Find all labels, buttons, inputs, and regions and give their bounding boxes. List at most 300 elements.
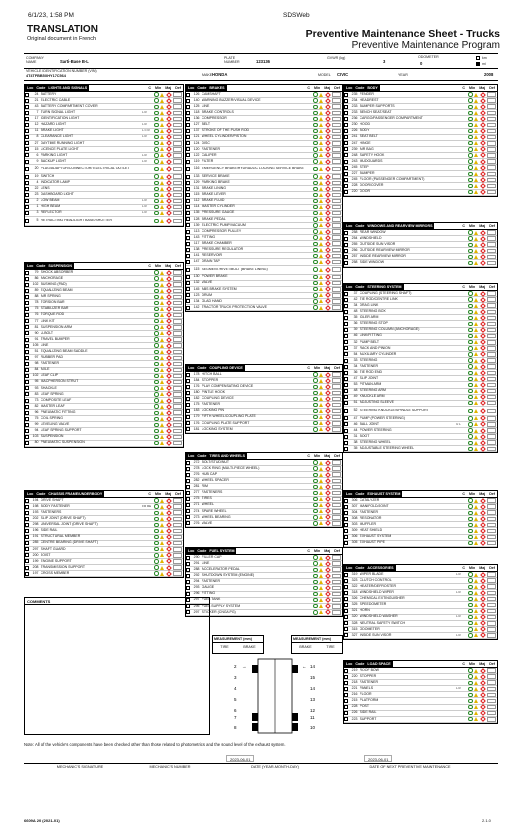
minor-defect-triangle-icon[interactable] bbox=[160, 417, 164, 421]
loc-checkbox[interactable] bbox=[344, 190, 348, 194]
defect-field[interactable] bbox=[487, 572, 496, 577]
compliant-circle-icon[interactable] bbox=[468, 504, 472, 508]
compliant-circle-icon[interactable] bbox=[154, 325, 158, 329]
next-date-field[interactable]: 2023-06-01 bbox=[364, 755, 392, 762]
compliant-circle-icon[interactable] bbox=[154, 181, 158, 185]
loc-checkbox[interactable] bbox=[186, 181, 190, 185]
minor-defect-triangle-icon[interactable] bbox=[474, 184, 478, 188]
defect-field[interactable] bbox=[487, 674, 496, 679]
minor-defect-triangle-icon[interactable] bbox=[319, 556, 323, 560]
defect-field[interactable] bbox=[173, 529, 182, 534]
major-defect-diamond-icon[interactable] bbox=[480, 364, 486, 370]
defect-field[interactable] bbox=[487, 633, 496, 638]
minor-defect-triangle-icon[interactable] bbox=[319, 99, 323, 103]
minor-defect-triangle-icon[interactable] bbox=[474, 255, 478, 259]
compliant-circle-icon[interactable] bbox=[154, 386, 158, 390]
minor-defect-triangle-icon[interactable] bbox=[474, 409, 478, 413]
minor-defect-triangle-icon[interactable] bbox=[160, 429, 164, 433]
defect-field[interactable] bbox=[173, 301, 182, 306]
defect-field[interactable] bbox=[173, 541, 182, 546]
odometer-value[interactable]: 0 bbox=[420, 61, 423, 66]
defect-field[interactable] bbox=[487, 717, 496, 722]
defect-field[interactable] bbox=[173, 167, 182, 172]
compliant-circle-icon[interactable] bbox=[313, 275, 317, 279]
minor-defect-triangle-icon[interactable] bbox=[319, 503, 323, 507]
compliant-circle-icon[interactable] bbox=[468, 674, 472, 678]
compliant-circle-icon[interactable] bbox=[468, 165, 472, 169]
minor-defect-triangle-icon[interactable] bbox=[160, 167, 164, 171]
defect-field[interactable] bbox=[487, 190, 496, 195]
minor-defect-triangle-icon[interactable] bbox=[160, 566, 164, 570]
loc-checkbox[interactable] bbox=[344, 184, 348, 188]
compliant-circle-icon[interactable] bbox=[468, 123, 472, 127]
minor-defect-triangle-icon[interactable] bbox=[319, 491, 323, 495]
loc-checkbox[interactable] bbox=[344, 681, 348, 685]
loc-checkbox[interactable] bbox=[344, 261, 348, 265]
minor-defect-triangle-icon[interactable] bbox=[474, 633, 478, 637]
defect-field[interactable] bbox=[332, 485, 341, 490]
defect-field[interactable] bbox=[173, 410, 182, 415]
loc-checkbox[interactable] bbox=[186, 230, 190, 234]
defect-field[interactable] bbox=[173, 92, 182, 97]
defect-field[interactable] bbox=[173, 535, 182, 540]
loc-checkbox[interactable] bbox=[25, 301, 29, 305]
minor-defect-triangle-icon[interactable] bbox=[319, 397, 323, 401]
compliant-circle-icon[interactable] bbox=[154, 135, 158, 139]
compliant-circle-icon[interactable] bbox=[313, 473, 317, 477]
loc-checkbox[interactable] bbox=[344, 160, 348, 164]
compliant-circle-icon[interactable] bbox=[313, 604, 317, 608]
compliant-circle-icon[interactable] bbox=[313, 415, 317, 419]
loc-checkbox[interactable] bbox=[344, 669, 348, 673]
minor-defect-triangle-icon[interactable] bbox=[319, 211, 323, 215]
minor-defect-triangle-icon[interactable] bbox=[474, 316, 478, 320]
compliant-circle-icon[interactable] bbox=[313, 153, 317, 157]
defect-field[interactable] bbox=[332, 299, 341, 304]
defect-field[interactable] bbox=[173, 129, 182, 134]
minor-defect-triangle-icon[interactable] bbox=[160, 535, 164, 539]
major-defect-diamond-icon[interactable] bbox=[166, 98, 172, 104]
compliant-circle-icon[interactable] bbox=[154, 111, 158, 115]
major-defect-diamond-icon[interactable] bbox=[166, 166, 172, 172]
gvwr-value[interactable]: 3 bbox=[383, 59, 386, 64]
loc-checkbox[interactable] bbox=[25, 529, 29, 533]
defect-field[interactable] bbox=[332, 287, 341, 292]
loc-checkbox[interactable] bbox=[186, 503, 190, 507]
loc-checkbox[interactable] bbox=[25, 153, 29, 157]
compliant-circle-icon[interactable] bbox=[154, 174, 158, 178]
compliant-circle-icon[interactable] bbox=[313, 466, 317, 470]
compliant-circle-icon[interactable] bbox=[468, 230, 472, 234]
minor-defect-triangle-icon[interactable] bbox=[160, 572, 164, 576]
defect-field[interactable] bbox=[332, 491, 341, 496]
minor-defect-triangle-icon[interactable] bbox=[160, 277, 164, 281]
compliant-circle-icon[interactable] bbox=[313, 460, 317, 464]
loc-checkbox[interactable] bbox=[186, 217, 190, 221]
defect-field[interactable] bbox=[332, 574, 341, 579]
loc-checkbox[interactable] bbox=[186, 167, 190, 171]
compliant-circle-icon[interactable] bbox=[468, 681, 472, 685]
loc-checkbox[interactable] bbox=[344, 111, 348, 115]
loc-checkbox[interactable] bbox=[25, 517, 29, 521]
loc-checkbox[interactable] bbox=[25, 211, 29, 215]
defect-field[interactable] bbox=[332, 472, 341, 477]
loc-checkbox[interactable] bbox=[25, 193, 29, 197]
defect-field[interactable] bbox=[173, 295, 182, 300]
defect-field[interactable] bbox=[173, 368, 182, 373]
defect-field[interactable] bbox=[332, 515, 341, 520]
minor-defect-triangle-icon[interactable] bbox=[319, 598, 323, 602]
minor-defect-triangle-icon[interactable] bbox=[319, 223, 323, 227]
minor-defect-triangle-icon[interactable] bbox=[474, 111, 478, 115]
compliant-circle-icon[interactable] bbox=[313, 199, 317, 203]
compliant-circle-icon[interactable] bbox=[468, 693, 472, 697]
compliant-circle-icon[interactable] bbox=[468, 135, 472, 139]
loc-checkbox[interactable] bbox=[344, 304, 348, 308]
major-defect-diamond-icon[interactable] bbox=[480, 668, 486, 674]
defect-field[interactable] bbox=[487, 297, 496, 302]
defect-field[interactable] bbox=[173, 276, 182, 281]
major-defect-diamond-icon[interactable] bbox=[166, 153, 172, 159]
minor-defect-triangle-icon[interactable] bbox=[160, 211, 164, 215]
compliant-circle-icon[interactable] bbox=[468, 401, 472, 405]
compliant-circle-icon[interactable] bbox=[468, 603, 472, 607]
loc-checkbox[interactable] bbox=[344, 371, 348, 375]
minor-defect-triangle-icon[interactable] bbox=[319, 175, 323, 179]
minor-defect-triangle-icon[interactable] bbox=[160, 205, 164, 209]
compliant-circle-icon[interactable] bbox=[468, 687, 472, 691]
loc-checkbox[interactable] bbox=[25, 307, 29, 311]
defect-field[interactable] bbox=[173, 362, 182, 367]
loc-checkbox[interactable] bbox=[186, 275, 190, 279]
compliant-circle-icon[interactable] bbox=[313, 205, 317, 209]
major-defect-diamond-icon[interactable] bbox=[480, 674, 486, 680]
minor-defect-triangle-icon[interactable] bbox=[319, 230, 323, 234]
minor-defect-triangle-icon[interactable] bbox=[474, 603, 478, 607]
minor-defect-triangle-icon[interactable] bbox=[319, 485, 323, 489]
minor-defect-triangle-icon[interactable] bbox=[474, 541, 478, 545]
major-defect-diamond-icon[interactable] bbox=[480, 352, 486, 358]
minor-defect-triangle-icon[interactable] bbox=[474, 166, 478, 170]
minor-defect-triangle-icon[interactable] bbox=[474, 511, 478, 515]
defect-field[interactable] bbox=[332, 460, 341, 465]
minor-defect-triangle-icon[interactable] bbox=[474, 123, 478, 127]
loc-checkbox[interactable] bbox=[186, 521, 190, 525]
minor-defect-triangle-icon[interactable] bbox=[319, 260, 323, 264]
minor-defect-triangle-icon[interactable] bbox=[474, 172, 478, 176]
compliant-circle-icon[interactable] bbox=[468, 105, 472, 109]
defect-field[interactable] bbox=[487, 377, 496, 382]
minor-defect-triangle-icon[interactable] bbox=[319, 275, 323, 279]
compliant-circle-icon[interactable] bbox=[468, 111, 472, 115]
loc-checkbox[interactable] bbox=[186, 299, 190, 303]
compliant-circle-icon[interactable] bbox=[154, 199, 158, 203]
compliant-circle-icon[interactable] bbox=[313, 299, 317, 303]
loc-checkbox[interactable] bbox=[344, 166, 348, 170]
defect-field[interactable] bbox=[332, 241, 341, 246]
loc-checkbox[interactable] bbox=[25, 271, 29, 275]
compliant-circle-icon[interactable] bbox=[313, 586, 317, 590]
compliant-circle-icon[interactable] bbox=[313, 159, 317, 163]
loc-checkbox[interactable] bbox=[25, 362, 29, 366]
loc-checkbox[interactable] bbox=[25, 331, 29, 335]
defect-field[interactable] bbox=[487, 98, 496, 103]
major-defect-diamond-icon[interactable] bbox=[480, 578, 486, 584]
loc-checkbox[interactable] bbox=[344, 511, 348, 515]
compliant-circle-icon[interactable] bbox=[313, 391, 317, 395]
loc-checkbox[interactable] bbox=[344, 609, 348, 613]
compliant-circle-icon[interactable] bbox=[154, 129, 158, 133]
compliant-circle-icon[interactable] bbox=[313, 479, 317, 483]
defect-field[interactable] bbox=[332, 305, 341, 310]
defect-field[interactable] bbox=[487, 135, 496, 140]
loc-checkbox[interactable] bbox=[25, 368, 29, 372]
loc-checkbox[interactable] bbox=[25, 167, 29, 171]
loc-checkbox[interactable] bbox=[186, 105, 190, 109]
compliant-circle-icon[interactable] bbox=[313, 555, 317, 559]
defect-field[interactable] bbox=[487, 328, 496, 333]
defect-field[interactable] bbox=[487, 705, 496, 710]
loc-checkbox[interactable] bbox=[344, 123, 348, 127]
defect-field[interactable] bbox=[332, 275, 341, 280]
minor-defect-triangle-icon[interactable] bbox=[319, 293, 323, 297]
major-defect-diamond-icon[interactable] bbox=[480, 504, 486, 510]
major-defect-diamond-icon[interactable] bbox=[325, 259, 331, 265]
loc-checkbox[interactable] bbox=[344, 328, 348, 332]
minor-defect-triangle-icon[interactable] bbox=[474, 243, 478, 247]
compliant-circle-icon[interactable] bbox=[154, 270, 158, 274]
loc-checkbox[interactable] bbox=[344, 383, 348, 387]
compliant-circle-icon[interactable] bbox=[313, 421, 317, 425]
loc-checkbox[interactable] bbox=[25, 181, 29, 185]
defect-field[interactable] bbox=[487, 316, 496, 321]
compliant-circle-icon[interactable] bbox=[468, 498, 472, 502]
loc-checkbox[interactable] bbox=[25, 219, 29, 223]
compliant-circle-icon[interactable] bbox=[468, 441, 472, 445]
defect-field[interactable] bbox=[332, 141, 341, 146]
defect-field[interactable] bbox=[487, 147, 496, 152]
minor-defect-triangle-icon[interactable] bbox=[474, 711, 478, 715]
major-defect-diamond-icon[interactable] bbox=[480, 572, 486, 578]
compliant-circle-icon[interactable] bbox=[154, 153, 158, 157]
compliant-circle-icon[interactable] bbox=[154, 193, 158, 197]
minor-defect-triangle-icon[interactable] bbox=[474, 597, 478, 601]
defect-field[interactable] bbox=[487, 358, 496, 363]
minor-defect-triangle-icon[interactable] bbox=[474, 499, 478, 503]
minor-defect-triangle-icon[interactable] bbox=[160, 386, 164, 390]
defect-field[interactable] bbox=[332, 391, 341, 396]
compliant-circle-icon[interactable] bbox=[468, 236, 472, 240]
defect-field[interactable] bbox=[487, 523, 496, 528]
major-defect-diamond-icon[interactable] bbox=[480, 98, 486, 104]
defect-field[interactable] bbox=[173, 435, 182, 440]
compliant-circle-icon[interactable] bbox=[313, 485, 317, 489]
loc-checkbox[interactable] bbox=[344, 352, 348, 356]
compliant-circle-icon[interactable] bbox=[313, 174, 317, 178]
compliant-circle-icon[interactable] bbox=[468, 346, 472, 350]
defect-field[interactable] bbox=[332, 117, 341, 122]
minor-defect-triangle-icon[interactable] bbox=[160, 523, 164, 527]
minor-defect-triangle-icon[interactable] bbox=[474, 395, 478, 399]
loc-checkbox[interactable] bbox=[25, 295, 29, 299]
compliant-circle-icon[interactable] bbox=[313, 509, 317, 513]
major-defect-diamond-icon[interactable] bbox=[325, 372, 331, 378]
loc-checkbox[interactable] bbox=[344, 693, 348, 697]
loc-checkbox[interactable] bbox=[186, 385, 190, 389]
compliant-circle-icon[interactable] bbox=[468, 291, 472, 295]
loc-checkbox[interactable] bbox=[344, 699, 348, 703]
defect-field[interactable] bbox=[173, 386, 182, 391]
loc-checkbox[interactable] bbox=[25, 147, 29, 151]
defect-field[interactable] bbox=[487, 504, 496, 509]
compliant-circle-icon[interactable] bbox=[313, 281, 317, 285]
loc-checkbox[interactable] bbox=[25, 541, 29, 545]
defect-field[interactable] bbox=[487, 322, 496, 327]
compliant-circle-icon[interactable] bbox=[154, 417, 158, 421]
minor-defect-triangle-icon[interactable] bbox=[474, 178, 478, 182]
major-defect-diamond-icon[interactable] bbox=[166, 571, 172, 577]
loc-checkbox[interactable] bbox=[25, 417, 29, 421]
loc-checkbox[interactable] bbox=[344, 687, 348, 691]
major-defect-diamond-icon[interactable] bbox=[325, 521, 331, 527]
loc-checkbox[interactable] bbox=[25, 344, 29, 348]
minor-defect-triangle-icon[interactable] bbox=[474, 441, 478, 445]
minor-defect-triangle-icon[interactable] bbox=[160, 392, 164, 396]
compliant-circle-icon[interactable] bbox=[313, 141, 317, 145]
loc-checkbox[interactable] bbox=[344, 153, 348, 157]
defect-field[interactable] bbox=[487, 230, 496, 235]
minor-defect-triangle-icon[interactable] bbox=[160, 93, 164, 97]
loc-checkbox[interactable] bbox=[25, 511, 29, 515]
loc-checkbox[interactable] bbox=[25, 350, 29, 354]
loc-checkbox[interactable] bbox=[344, 310, 348, 314]
minor-defect-triangle-icon[interactable] bbox=[474, 129, 478, 133]
compliant-circle-icon[interactable] bbox=[468, 511, 472, 515]
loc-checkbox[interactable] bbox=[344, 499, 348, 503]
defect-field[interactable] bbox=[173, 270, 182, 275]
minor-defect-triangle-icon[interactable] bbox=[160, 117, 164, 121]
defect-field[interactable] bbox=[487, 310, 496, 315]
loc-checkbox[interactable] bbox=[344, 141, 348, 145]
major-defect-diamond-icon[interactable] bbox=[325, 466, 331, 472]
loc-checkbox[interactable] bbox=[186, 287, 190, 291]
compliant-circle-icon[interactable] bbox=[313, 427, 317, 431]
loc-checkbox[interactable] bbox=[186, 427, 190, 431]
loc-checkbox[interactable] bbox=[344, 523, 348, 527]
defect-field[interactable] bbox=[487, 401, 496, 406]
compliant-circle-icon[interactable] bbox=[468, 255, 472, 259]
minor-defect-triangle-icon[interactable] bbox=[160, 289, 164, 293]
loc-checkbox[interactable] bbox=[25, 411, 29, 415]
compliant-circle-icon[interactable] bbox=[313, 123, 317, 127]
loc-checkbox[interactable] bbox=[25, 105, 29, 109]
minor-defect-triangle-icon[interactable] bbox=[474, 591, 478, 595]
loc-checkbox[interactable] bbox=[344, 675, 348, 679]
compliant-circle-icon[interactable] bbox=[468, 633, 472, 637]
minor-defect-triangle-icon[interactable] bbox=[319, 153, 323, 157]
compliant-circle-icon[interactable] bbox=[154, 380, 158, 384]
major-defect-diamond-icon[interactable] bbox=[325, 267, 331, 273]
compliant-circle-icon[interactable] bbox=[313, 515, 317, 519]
defect-field[interactable] bbox=[487, 440, 496, 445]
major-defect-diamond-icon[interactable] bbox=[480, 297, 486, 303]
loc-checkbox[interactable] bbox=[344, 633, 348, 637]
compliant-circle-icon[interactable] bbox=[468, 383, 472, 387]
loc-checkbox[interactable] bbox=[25, 423, 29, 427]
compliant-circle-icon[interactable] bbox=[154, 374, 158, 378]
defect-field[interactable] bbox=[173, 147, 182, 152]
compliant-circle-icon[interactable] bbox=[468, 371, 472, 375]
compliant-circle-icon[interactable] bbox=[313, 385, 317, 389]
loc-checkbox[interactable] bbox=[25, 313, 29, 317]
minor-defect-triangle-icon[interactable] bbox=[474, 705, 478, 709]
compliant-circle-icon[interactable] bbox=[154, 337, 158, 341]
minor-defect-triangle-icon[interactable] bbox=[474, 401, 478, 405]
compliant-circle-icon[interactable] bbox=[313, 129, 317, 133]
compliant-circle-icon[interactable] bbox=[313, 254, 317, 258]
defect-field[interactable] bbox=[487, 699, 496, 704]
defect-field[interactable] bbox=[487, 303, 496, 308]
defect-field[interactable] bbox=[487, 668, 496, 673]
minor-defect-triangle-icon[interactable] bbox=[160, 435, 164, 439]
loc-checkbox[interactable] bbox=[186, 236, 190, 240]
minor-defect-triangle-icon[interactable] bbox=[474, 99, 478, 103]
minor-defect-triangle-icon[interactable] bbox=[474, 389, 478, 393]
compliant-circle-icon[interactable] bbox=[468, 377, 472, 381]
loc-checkbox[interactable] bbox=[344, 147, 348, 151]
loc-checkbox[interactable] bbox=[344, 621, 348, 625]
minor-defect-triangle-icon[interactable] bbox=[160, 129, 164, 133]
compliant-circle-icon[interactable] bbox=[313, 293, 317, 297]
compliant-circle-icon[interactable] bbox=[154, 547, 158, 551]
defect-field[interactable] bbox=[173, 517, 182, 522]
minor-defect-triangle-icon[interactable] bbox=[319, 415, 323, 419]
loc-checkbox[interactable] bbox=[344, 591, 348, 595]
compliant-circle-icon[interactable] bbox=[313, 267, 317, 271]
compliant-circle-icon[interactable] bbox=[313, 98, 317, 102]
loc-checkbox[interactable] bbox=[344, 717, 348, 721]
defect-field[interactable] bbox=[487, 165, 496, 170]
minor-defect-triangle-icon[interactable] bbox=[319, 580, 323, 584]
compliant-circle-icon[interactable] bbox=[313, 242, 317, 246]
minor-defect-triangle-icon[interactable] bbox=[160, 187, 164, 191]
minor-defect-triangle-icon[interactable] bbox=[160, 111, 164, 115]
major-defect-diamond-icon[interactable] bbox=[325, 299, 331, 305]
major-defect-diamond-icon[interactable] bbox=[480, 400, 486, 406]
minor-defect-triangle-icon[interactable] bbox=[160, 441, 164, 445]
defect-field[interactable] bbox=[487, 92, 496, 97]
defect-field[interactable] bbox=[173, 181, 182, 186]
minor-defect-triangle-icon[interactable] bbox=[319, 592, 323, 596]
major-defect-diamond-icon[interactable] bbox=[480, 189, 486, 195]
compliant-circle-icon[interactable] bbox=[154, 411, 158, 415]
major-defect-diamond-icon[interactable] bbox=[166, 398, 172, 404]
minor-defect-triangle-icon[interactable] bbox=[474, 117, 478, 121]
defect-field[interactable] bbox=[332, 193, 341, 198]
minor-defect-triangle-icon[interactable] bbox=[319, 135, 323, 139]
minor-defect-triangle-icon[interactable] bbox=[474, 340, 478, 344]
loc-checkbox[interactable] bbox=[25, 405, 29, 409]
compliant-circle-icon[interactable] bbox=[313, 147, 317, 151]
minor-defect-triangle-icon[interactable] bbox=[474, 365, 478, 369]
defect-field[interactable] bbox=[487, 603, 496, 608]
minor-defect-triangle-icon[interactable] bbox=[160, 319, 164, 323]
defect-field[interactable] bbox=[332, 235, 341, 240]
minor-defect-triangle-icon[interactable] bbox=[474, 681, 478, 685]
minor-defect-triangle-icon[interactable] bbox=[319, 281, 323, 285]
defect-field[interactable] bbox=[173, 141, 182, 146]
minor-defect-triangle-icon[interactable] bbox=[160, 553, 164, 557]
